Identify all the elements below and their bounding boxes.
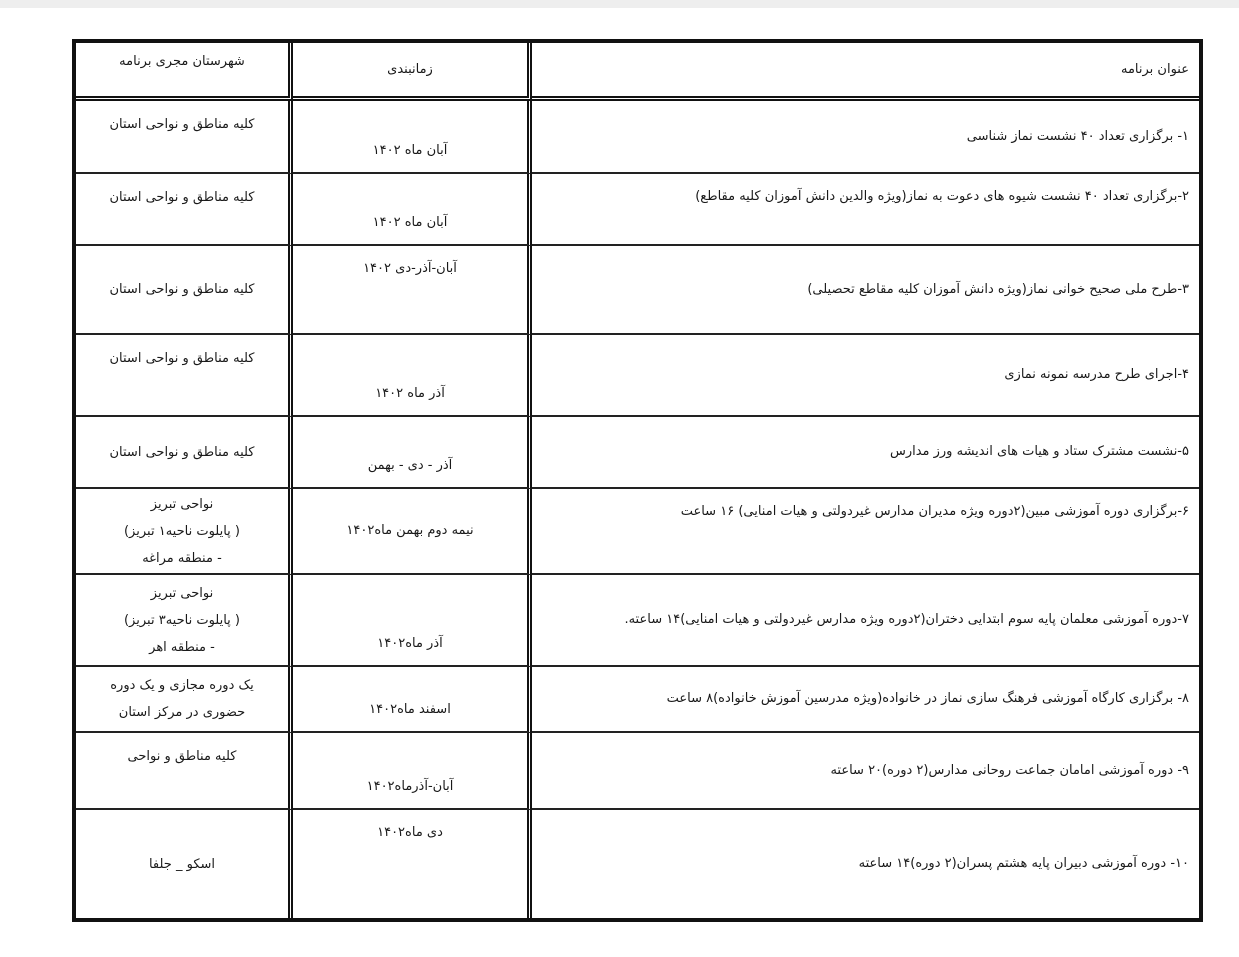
table-row [76,667,1199,733]
header-title: عنوان برنامه [532,43,1199,101]
table-row [76,417,1199,489]
header-city: شهرستان مجری برنامه [76,43,293,101]
city-line: اسکو _ جلفا [148,856,216,872]
row-3-title: ۳-طرح ملی صحیح خوانی نماز(ویژه دانش آموزان کلیه مقاطع تحصیلی) [532,246,1199,335]
city-line: کلیه مناطق و نواحی [127,749,237,764]
row-4-city [76,335,293,417]
row-8-schedule: اسفند ماه۱۴۰۲ [293,667,532,733]
row-6-schedule: نیمه دوم بهمن ماه۱۴۰۲ [293,489,532,575]
row-8-city [76,667,293,733]
table-row [76,101,1199,174]
row-9-city [76,733,293,810]
row-2-title: ۲-برگزاری تعداد ۴۰ نشست شیوه های دعوت به نماز(ویژه والدین دانش آموزان کلیه مقاطع) [532,174,1199,246]
row-3-schedule: آبان-آذر-دی ۱۴۰۲ [293,246,532,335]
row-6-title: ۶-برگزاری دوره آموزشی مبین(۲دوره ویژه مدیران مدارس غیردولتی و هیات امنایی) ۱۶ ساعت [532,489,1199,575]
table-row [76,575,1199,667]
city-line: حضوری در مرکز استان [118,705,246,720]
city-line: کلیه مناطق و نواحی استان [109,444,255,460]
table-row [76,489,1199,575]
city-line: کلیه مناطق و نواحی استان [109,282,255,297]
city-line: - منطقه مراغه [142,550,222,566]
row-1-city [76,101,293,174]
table-row [76,733,1199,810]
city-line: کلیه مناطق و نواحی استان [109,190,255,205]
program-table [72,39,1203,922]
city-line: ( پایلوت ناحیه۳ تبریز) [123,612,240,628]
row-2-schedule: آبان ماه ۱۴۰۲ [293,174,532,246]
row-5-schedule: آذر - دی - بهمن [293,417,532,489]
row-4-schedule: آذر ماه ۱۴۰۲ [293,335,532,417]
row-4-title: ۴-اجرای طرح مدرسه نمونه نمازی [532,335,1199,417]
row-1-title: ۱- برگزاری تعداد ۴۰ نشست نماز شناسی [532,101,1199,174]
row-5-city [76,417,293,489]
table-row [76,335,1199,417]
row-2-city [76,174,293,246]
row-3-city [76,246,293,335]
row-8-title: ۸- برگزاری کارگاه آموزشی فرهنگ سازی نماز در خانواده(ویژه مدرسین آموزش خانواده)۸ ساعت [532,667,1199,733]
top-strip [0,0,1239,8]
row-5-title: ۵-نشست مشترک ستاد و هیات های اندیشه ورز مدارس [532,417,1199,489]
table-row [76,174,1199,246]
row-9-title: ۹- دوره آموزشی امامان جماعت روحانی مدارس(۲ دوره)۲۰ ساعته [532,733,1199,810]
row-10-city [76,810,293,918]
table-row [76,246,1199,335]
table-header-row [76,43,1199,101]
row-7-schedule: آذر ماه۱۴۰۲ [293,575,532,667]
city-line: نواحی تبریز [150,496,214,512]
row-6-city [76,489,293,575]
row-9-schedule: آبان-آذرماه۱۴۰۲ [293,733,532,810]
city-line: - منطقه اهر [149,639,215,655]
row-10-schedule: دی ماه۱۴۰۲ [293,810,532,918]
row-7-city [76,575,293,667]
city-line: کلیه مناطق و نواحی استان [109,351,255,366]
row-7-title: ۷-دوره آموزشی معلمان پایه سوم ابتدایی دختران(۲دوره ویژه مدارس غیردولتی و هیات امنایی)۱۴ ساعته. [532,575,1199,667]
city-line: یک دوره مجازی و یک دوره [110,678,254,693]
row-1-schedule: آبان ماه ۱۴۰۲ [293,101,532,174]
city-line: کلیه مناطق و نواحی استان [109,117,255,132]
header-schedule: زمانبندی [293,43,532,101]
city-line: نواحی تبریز [150,585,214,601]
row-10-title: ۱۰- دوره آموزشی دبیران پایه هشتم پسران(۲ دوره)۱۴ ساعته [858,856,1189,871]
table-row [76,810,1199,918]
city-line: ( پایلوت ناحیه۱ تبریز) [123,523,240,539]
